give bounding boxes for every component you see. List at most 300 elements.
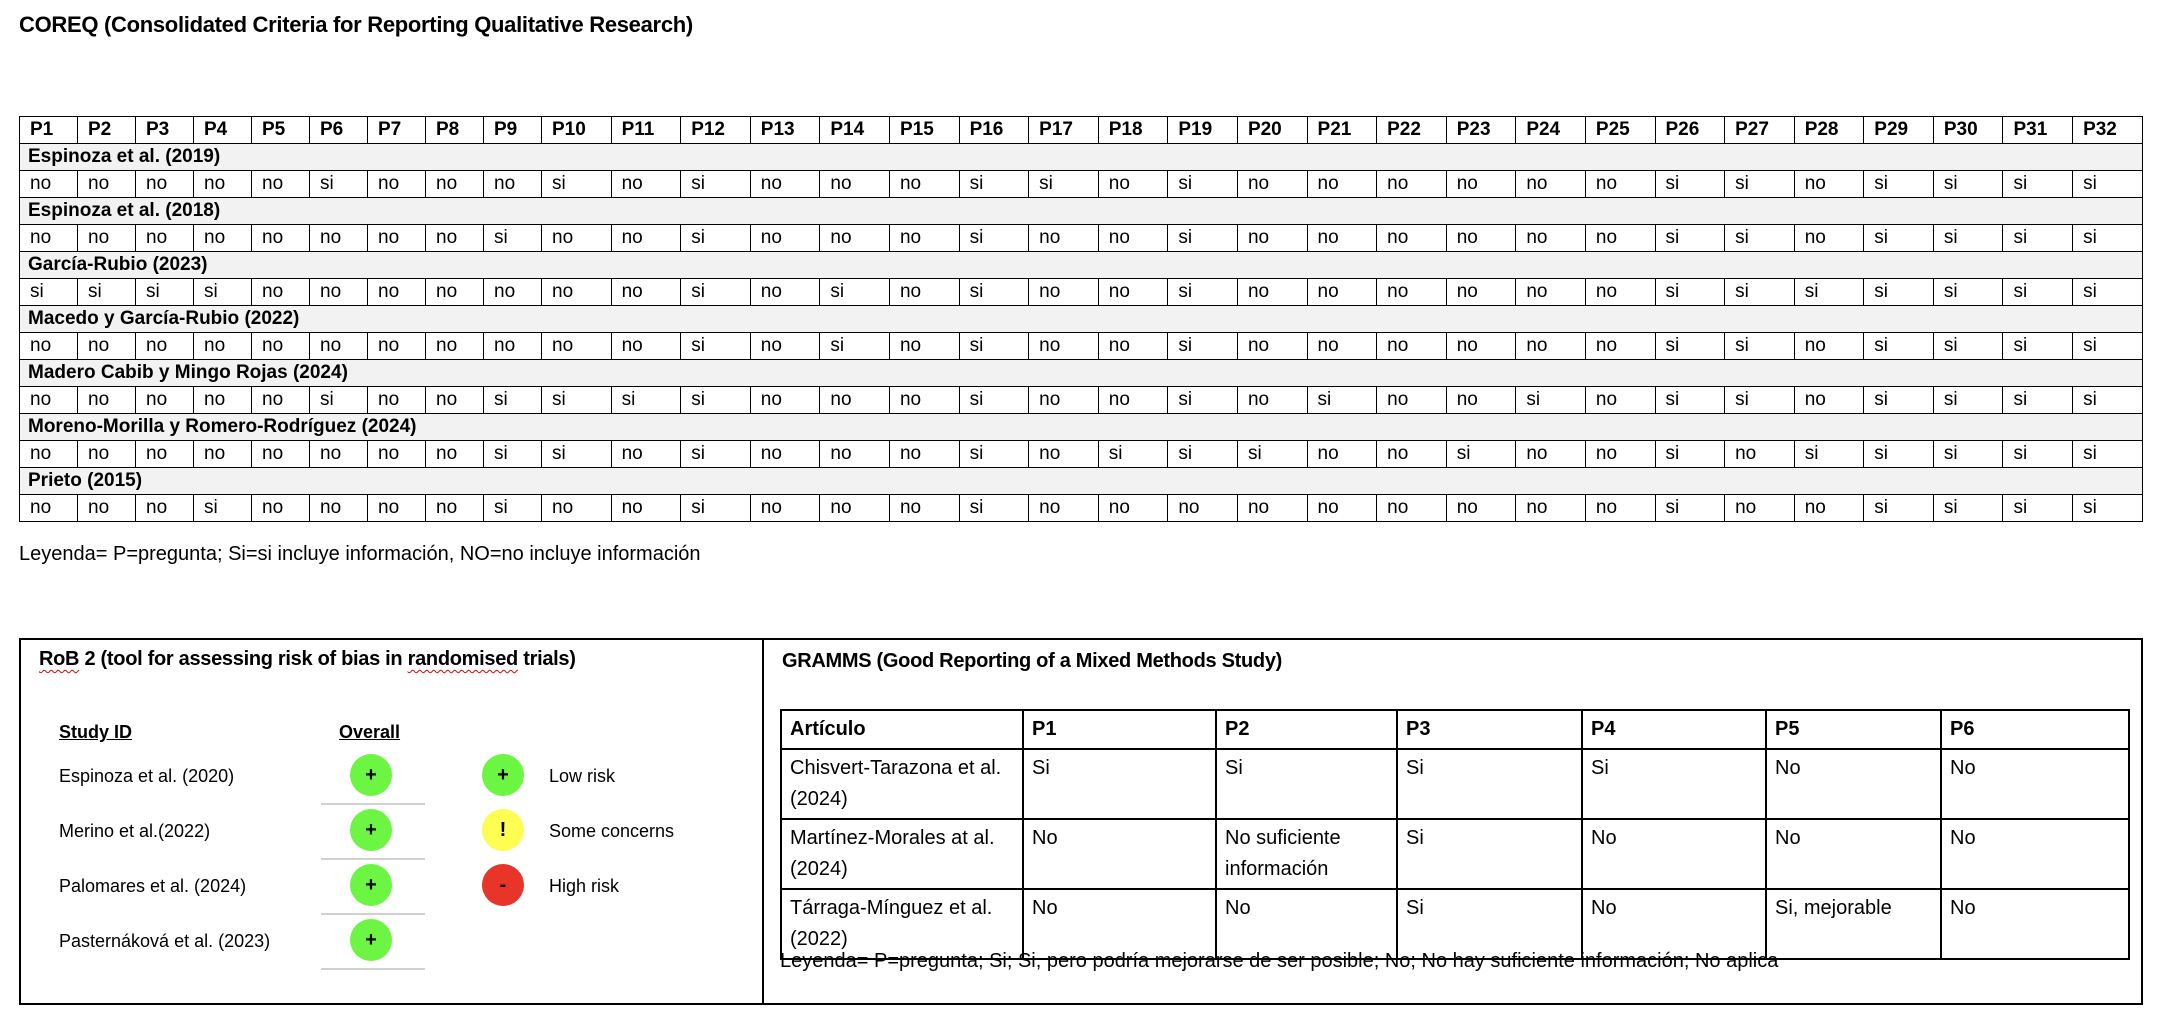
rob2-panel — [19, 638, 764, 1005]
value-cell: si — [1655, 441, 1725, 468]
value-cell: no — [1585, 441, 1655, 468]
value-cell: si — [1933, 225, 2003, 252]
value-cell: si — [1864, 279, 1934, 306]
column-header: P5 — [1766, 710, 1941, 749]
value-cell: si — [1864, 225, 1934, 252]
value-cell: no — [368, 171, 426, 198]
value-cell: si — [1655, 495, 1725, 522]
value-cell: si — [2003, 279, 2073, 306]
column-header: P1 — [1023, 710, 1216, 749]
value-cell: si — [1933, 279, 2003, 306]
high-risk-icon: - — [482, 864, 524, 906]
value-cell: No — [1023, 819, 1216, 889]
separator-line — [321, 913, 425, 915]
value-cell: si — [484, 495, 542, 522]
low-risk-icon: + — [350, 864, 392, 906]
value-cell: no — [194, 171, 252, 198]
value-cell: si — [681, 333, 751, 360]
value-cell: si — [1307, 387, 1377, 414]
value-cell: si — [959, 441, 1029, 468]
value-cell: Si — [1397, 749, 1582, 819]
value-cell: si — [310, 387, 368, 414]
value-cell: no — [1794, 387, 1864, 414]
column-header: P18 — [1098, 117, 1168, 144]
value-cell: si — [1933, 387, 2003, 414]
column-header: P1 — [20, 117, 78, 144]
value-cell: no — [1237, 171, 1307, 198]
value-cell: no — [750, 387, 820, 414]
value-cell: no — [484, 333, 542, 360]
column-header: P9 — [484, 117, 542, 144]
value-cell: si — [681, 387, 751, 414]
value-cell: si — [1725, 333, 1795, 360]
value-cell: si — [1655, 333, 1725, 360]
value-cell: no — [136, 387, 194, 414]
gramms-panel — [762, 638, 2143, 1005]
column-header: P32 — [2073, 117, 2143, 144]
column-header: P29 — [1864, 117, 1934, 144]
column-header: P21 — [1307, 117, 1377, 144]
rob2-title-suffix: trials) — [517, 648, 576, 670]
study-id-header: Study ID — [59, 722, 133, 742]
value-cell: si — [1655, 171, 1725, 198]
value-cell: no — [368, 333, 426, 360]
value-cell: si — [1725, 225, 1795, 252]
value-cell: no — [78, 225, 136, 252]
value-cell: si — [820, 333, 890, 360]
value-cell: no — [1585, 225, 1655, 252]
value-cell: no — [136, 171, 194, 198]
separator-line — [321, 858, 425, 860]
value-cell: Si — [1397, 889, 1582, 959]
value-cell: no — [368, 441, 426, 468]
value-cell: no — [194, 387, 252, 414]
value-cell: si — [1168, 171, 1238, 198]
value-cell: no — [1377, 495, 1447, 522]
study-values-row — [20, 225, 2143, 252]
gramms-header-row — [781, 710, 2129, 749]
value-cell: no — [820, 387, 890, 414]
column-header: P16 — [959, 117, 1029, 144]
gramms-title: GRAMMS (Good Reporting of a Mixed Methods Study) — [782, 650, 1283, 672]
value-cell: no — [889, 171, 959, 198]
gramms-row — [781, 819, 2129, 889]
study-name: Macedo y García-Rubio (2022) — [20, 306, 2143, 333]
value-cell: si — [959, 387, 1029, 414]
column-header: P15 — [889, 117, 959, 144]
value-cell: si — [681, 225, 751, 252]
study-name: Pasternáková et al. (2023) — [59, 931, 271, 951]
value-cell: no — [750, 333, 820, 360]
study-values-row — [20, 495, 2143, 522]
legend-label: Low risk — [549, 766, 616, 786]
column-header: P26 — [1655, 117, 1725, 144]
value-cell: no — [1029, 333, 1099, 360]
value-cell: si — [1098, 441, 1168, 468]
value-cell: no — [1446, 495, 1516, 522]
study-name: Prieto (2015) — [20, 468, 2143, 495]
value-cell: si — [2073, 279, 2143, 306]
study-values-row — [20, 387, 2143, 414]
value-cell: no — [1237, 279, 1307, 306]
value-cell: no — [20, 441, 78, 468]
rob2-title-mid: 2 (tool for assessing risk of bias in — [79, 648, 408, 670]
value-cell: no — [252, 279, 310, 306]
value-cell: no — [1098, 279, 1168, 306]
study-name: Moreno-Morilla y Romero-Rodríguez (2024) — [20, 414, 2143, 441]
value-cell: no — [1377, 441, 1447, 468]
value-cell: no — [1029, 279, 1099, 306]
value-cell: no — [426, 387, 484, 414]
column-header: P24 — [1516, 117, 1586, 144]
value-cell: si — [1446, 441, 1516, 468]
value-cell: si — [1725, 171, 1795, 198]
value-cell: no — [542, 225, 612, 252]
column-header: P23 — [1446, 117, 1516, 144]
value-cell: si — [1725, 387, 1795, 414]
value-cell: no — [252, 225, 310, 252]
value-cell: No suficiente información — [1216, 819, 1397, 889]
value-cell: no — [368, 279, 426, 306]
value-cell: no — [20, 171, 78, 198]
study-values-row — [20, 441, 2143, 468]
value-cell: no — [1377, 225, 1447, 252]
value-cell: no — [310, 495, 368, 522]
value-cell: no — [1585, 333, 1655, 360]
value-cell: si — [1655, 279, 1725, 306]
column-header: P7 — [368, 117, 426, 144]
column-header: P13 — [750, 117, 820, 144]
value-cell: no — [1029, 387, 1099, 414]
value-cell: no — [611, 279, 681, 306]
column-header: P4 — [1582, 710, 1766, 749]
value-cell: no — [78, 171, 136, 198]
separator-line — [321, 803, 425, 805]
study-name: Espinoza et al. (2020) — [59, 766, 235, 786]
study-values-row — [20, 171, 2143, 198]
value-cell: no — [1516, 333, 1586, 360]
legend-label: Some concerns — [549, 821, 675, 841]
study-name: Espinoza et al. (2018) — [20, 198, 2143, 225]
value-cell: si — [1933, 171, 2003, 198]
value-cell: No — [1023, 889, 1216, 959]
column-header: P6 — [1941, 710, 2129, 749]
column-header: P20 — [1237, 117, 1307, 144]
value-cell: si — [1794, 441, 1864, 468]
value-cell: no — [20, 333, 78, 360]
value-cell: si — [2003, 225, 2073, 252]
rob2-title-prefix: RoB — [39, 648, 80, 670]
value-cell: si — [1725, 279, 1795, 306]
value-cell: No — [1766, 749, 1941, 819]
value-cell: no — [368, 225, 426, 252]
value-cell: No — [1216, 889, 1397, 959]
overall-header: Overall — [339, 722, 401, 742]
value-cell: no — [310, 279, 368, 306]
value-cell: si — [2073, 225, 2143, 252]
column-header: P4 — [194, 117, 252, 144]
value-cell: no — [750, 441, 820, 468]
value-cell: no — [252, 441, 310, 468]
value-cell: no — [820, 495, 890, 522]
study-name-row — [20, 468, 2143, 495]
value-cell: no — [1237, 225, 1307, 252]
low-risk-icon: + — [350, 809, 392, 851]
value-cell: si — [1794, 279, 1864, 306]
gramms-table — [780, 709, 2130, 960]
value-cell: no — [750, 171, 820, 198]
value-cell: si — [2003, 333, 2073, 360]
value-cell: no — [1446, 171, 1516, 198]
value-cell: no — [484, 171, 542, 198]
value-cell: no — [1794, 495, 1864, 522]
value-cell: no — [1446, 387, 1516, 414]
article-name: Martínez-Morales at al. (2024) — [781, 819, 1023, 889]
column-header: P14 — [820, 117, 890, 144]
value-cell: no — [1307, 225, 1377, 252]
value-cell: no — [889, 387, 959, 414]
value-cell: no — [1446, 225, 1516, 252]
value-cell: no — [194, 441, 252, 468]
value-cell: no — [78, 495, 136, 522]
value-cell: no — [1585, 495, 1655, 522]
value-cell: no — [1307, 279, 1377, 306]
gramms-row — [781, 889, 2129, 959]
value-cell: si — [959, 495, 1029, 522]
value-cell: si — [959, 225, 1029, 252]
value-cell: si — [136, 279, 194, 306]
value-cell: si — [681, 495, 751, 522]
value-cell: no — [889, 333, 959, 360]
value-cell: si — [542, 387, 612, 414]
study-name-row — [20, 360, 2143, 387]
value-cell: no — [1585, 387, 1655, 414]
value-cell: no — [1516, 441, 1586, 468]
value-cell: no — [1516, 225, 1586, 252]
value-cell: si — [2073, 333, 2143, 360]
value-cell: si — [1864, 495, 1934, 522]
value-cell: si — [1933, 441, 2003, 468]
value-cell: si — [681, 171, 751, 198]
value-cell: no — [889, 279, 959, 306]
study-name: Espinoza et al. (2019) — [20, 144, 2143, 171]
value-cell: si — [1168, 441, 1238, 468]
value-cell: no — [252, 171, 310, 198]
value-cell: si — [2073, 441, 2143, 468]
rob2-title — [39, 648, 576, 671]
value-cell: si — [820, 279, 890, 306]
study-name-row — [20, 144, 2143, 171]
coreq-table — [19, 116, 2143, 522]
value-cell: no — [1307, 441, 1377, 468]
column-header: P8 — [426, 117, 484, 144]
value-cell: si — [959, 333, 1029, 360]
column-header: P6 — [310, 117, 368, 144]
value-cell: no — [889, 495, 959, 522]
value-cell: no — [750, 495, 820, 522]
study-name: Madero Cabib y Mingo Rojas (2024) — [20, 360, 2143, 387]
value-cell: no — [1237, 495, 1307, 522]
column-header: P3 — [136, 117, 194, 144]
value-cell: si — [2003, 387, 2073, 414]
value-cell: si — [1864, 171, 1934, 198]
value-cell: no — [1377, 279, 1447, 306]
value-cell: no — [1377, 333, 1447, 360]
value-cell: no — [1725, 441, 1795, 468]
value-cell: si — [959, 279, 1029, 306]
column-header: P11 — [611, 117, 681, 144]
value-cell: si — [1933, 495, 2003, 522]
value-cell: si — [1168, 333, 1238, 360]
value-cell: no — [1585, 171, 1655, 198]
column-header: P2 — [1216, 710, 1397, 749]
value-cell: si — [20, 279, 78, 306]
value-cell: no — [1794, 171, 1864, 198]
value-cell: no — [1307, 495, 1377, 522]
column-header: P12 — [681, 117, 751, 144]
value-cell: no — [136, 225, 194, 252]
value-cell: Si, mejorable — [1766, 889, 1941, 959]
value-cell: no — [368, 495, 426, 522]
value-cell: No — [1766, 819, 1941, 889]
value-cell: si — [2003, 495, 2073, 522]
low-risk-icon: + — [350, 919, 392, 961]
value-cell: si — [310, 171, 368, 198]
value-cell: si — [194, 495, 252, 522]
value-cell: si — [1029, 171, 1099, 198]
value-cell: no — [136, 441, 194, 468]
value-cell: no — [78, 387, 136, 414]
value-cell: no — [1307, 333, 1377, 360]
value-cell: no — [1237, 333, 1307, 360]
study-values-row — [20, 279, 2143, 306]
value-cell: no — [136, 333, 194, 360]
value-cell: no — [310, 225, 368, 252]
study-name: Palomares et al. (2024) — [59, 876, 247, 896]
value-cell: Si — [1582, 749, 1766, 819]
value-cell: Si — [1023, 749, 1216, 819]
value-cell: no — [820, 171, 890, 198]
value-cell: si — [1864, 333, 1934, 360]
value-cell: no — [542, 333, 612, 360]
value-cell: si — [1237, 441, 1307, 468]
value-cell: si — [194, 279, 252, 306]
value-cell: si — [1655, 225, 1725, 252]
value-cell: no — [20, 225, 78, 252]
value-cell: no — [426, 333, 484, 360]
value-cell: si — [681, 279, 751, 306]
value-cell: si — [2003, 441, 2073, 468]
value-cell: no — [1098, 333, 1168, 360]
value-cell: no — [136, 495, 194, 522]
value-cell: no — [1725, 495, 1795, 522]
value-cell: no — [820, 225, 890, 252]
value-cell: no — [1098, 171, 1168, 198]
value-cell: no — [1098, 495, 1168, 522]
value-cell: No — [1941, 889, 2129, 959]
column-header: P25 — [1585, 117, 1655, 144]
value-cell: si — [2073, 171, 2143, 198]
study-name: García-Rubio (2023) — [20, 252, 2143, 279]
rob2-title-squiggle: randomised — [407, 648, 518, 670]
value-cell: si — [1516, 387, 1586, 414]
value-cell: no — [20, 495, 78, 522]
article-name: Chisvert-Tarazona et al. (2024) — [781, 749, 1023, 819]
coreq-legend: Leyenda= P=pregunta; Si=si incluye información, NO=no incluye información — [19, 543, 701, 565]
value-cell: no — [1237, 387, 1307, 414]
value-cell: no — [368, 387, 426, 414]
value-cell: si — [484, 387, 542, 414]
value-cell: no — [611, 225, 681, 252]
value-cell: No — [1582, 819, 1766, 889]
value-cell: no — [310, 441, 368, 468]
value-cell: si — [78, 279, 136, 306]
value-cell: no — [542, 279, 612, 306]
value-cell: no — [194, 225, 252, 252]
value-cell: no — [1516, 495, 1586, 522]
column-header: P30 — [1933, 117, 2003, 144]
column-header: P3 — [1397, 710, 1582, 749]
value-cell: no — [1098, 387, 1168, 414]
value-cell: Si — [1216, 749, 1397, 819]
value-cell: no — [426, 171, 484, 198]
value-cell: no — [426, 495, 484, 522]
value-cell: no — [1794, 333, 1864, 360]
value-cell: si — [2073, 495, 2143, 522]
column-header: P19 — [1168, 117, 1238, 144]
value-cell: si — [1168, 387, 1238, 414]
column-header: P5 — [252, 117, 310, 144]
value-cell: si — [681, 441, 751, 468]
value-cell: no — [484, 279, 542, 306]
article-name: Tárraga-Mínguez et al. (2022) — [781, 889, 1023, 959]
value-cell: no — [20, 387, 78, 414]
column-header: P31 — [2003, 117, 2073, 144]
value-cell: si — [1864, 441, 1934, 468]
value-cell: No — [1941, 749, 2129, 819]
value-cell: si — [959, 171, 1029, 198]
legend-label: High risk — [549, 876, 620, 896]
value-cell: si — [484, 441, 542, 468]
column-header: P27 — [1725, 117, 1795, 144]
value-cell: si — [1655, 387, 1725, 414]
value-cell: no — [889, 441, 959, 468]
low-risk-icon: + — [350, 754, 392, 796]
value-cell: si — [1864, 387, 1934, 414]
gramms-row — [781, 749, 2129, 819]
value-cell: si — [1168, 225, 1238, 252]
value-cell: no — [1516, 171, 1586, 198]
separator-line — [321, 968, 425, 970]
value-cell: si — [1168, 279, 1238, 306]
value-cell: no — [889, 225, 959, 252]
value-cell: no — [426, 225, 484, 252]
value-cell: no — [1377, 171, 1447, 198]
value-cell: no — [1446, 279, 1516, 306]
value-cell: no — [426, 441, 484, 468]
value-cell: no — [1585, 279, 1655, 306]
value-cell: no — [750, 225, 820, 252]
value-cell: no — [611, 495, 681, 522]
column-header: P10 — [542, 117, 612, 144]
column-header: P2 — [78, 117, 136, 144]
value-cell: no — [252, 333, 310, 360]
value-cell: no — [252, 387, 310, 414]
study-name-row — [20, 414, 2143, 441]
value-cell: no — [611, 171, 681, 198]
low-risk-icon: + — [482, 754, 524, 796]
value-cell: no — [310, 333, 368, 360]
